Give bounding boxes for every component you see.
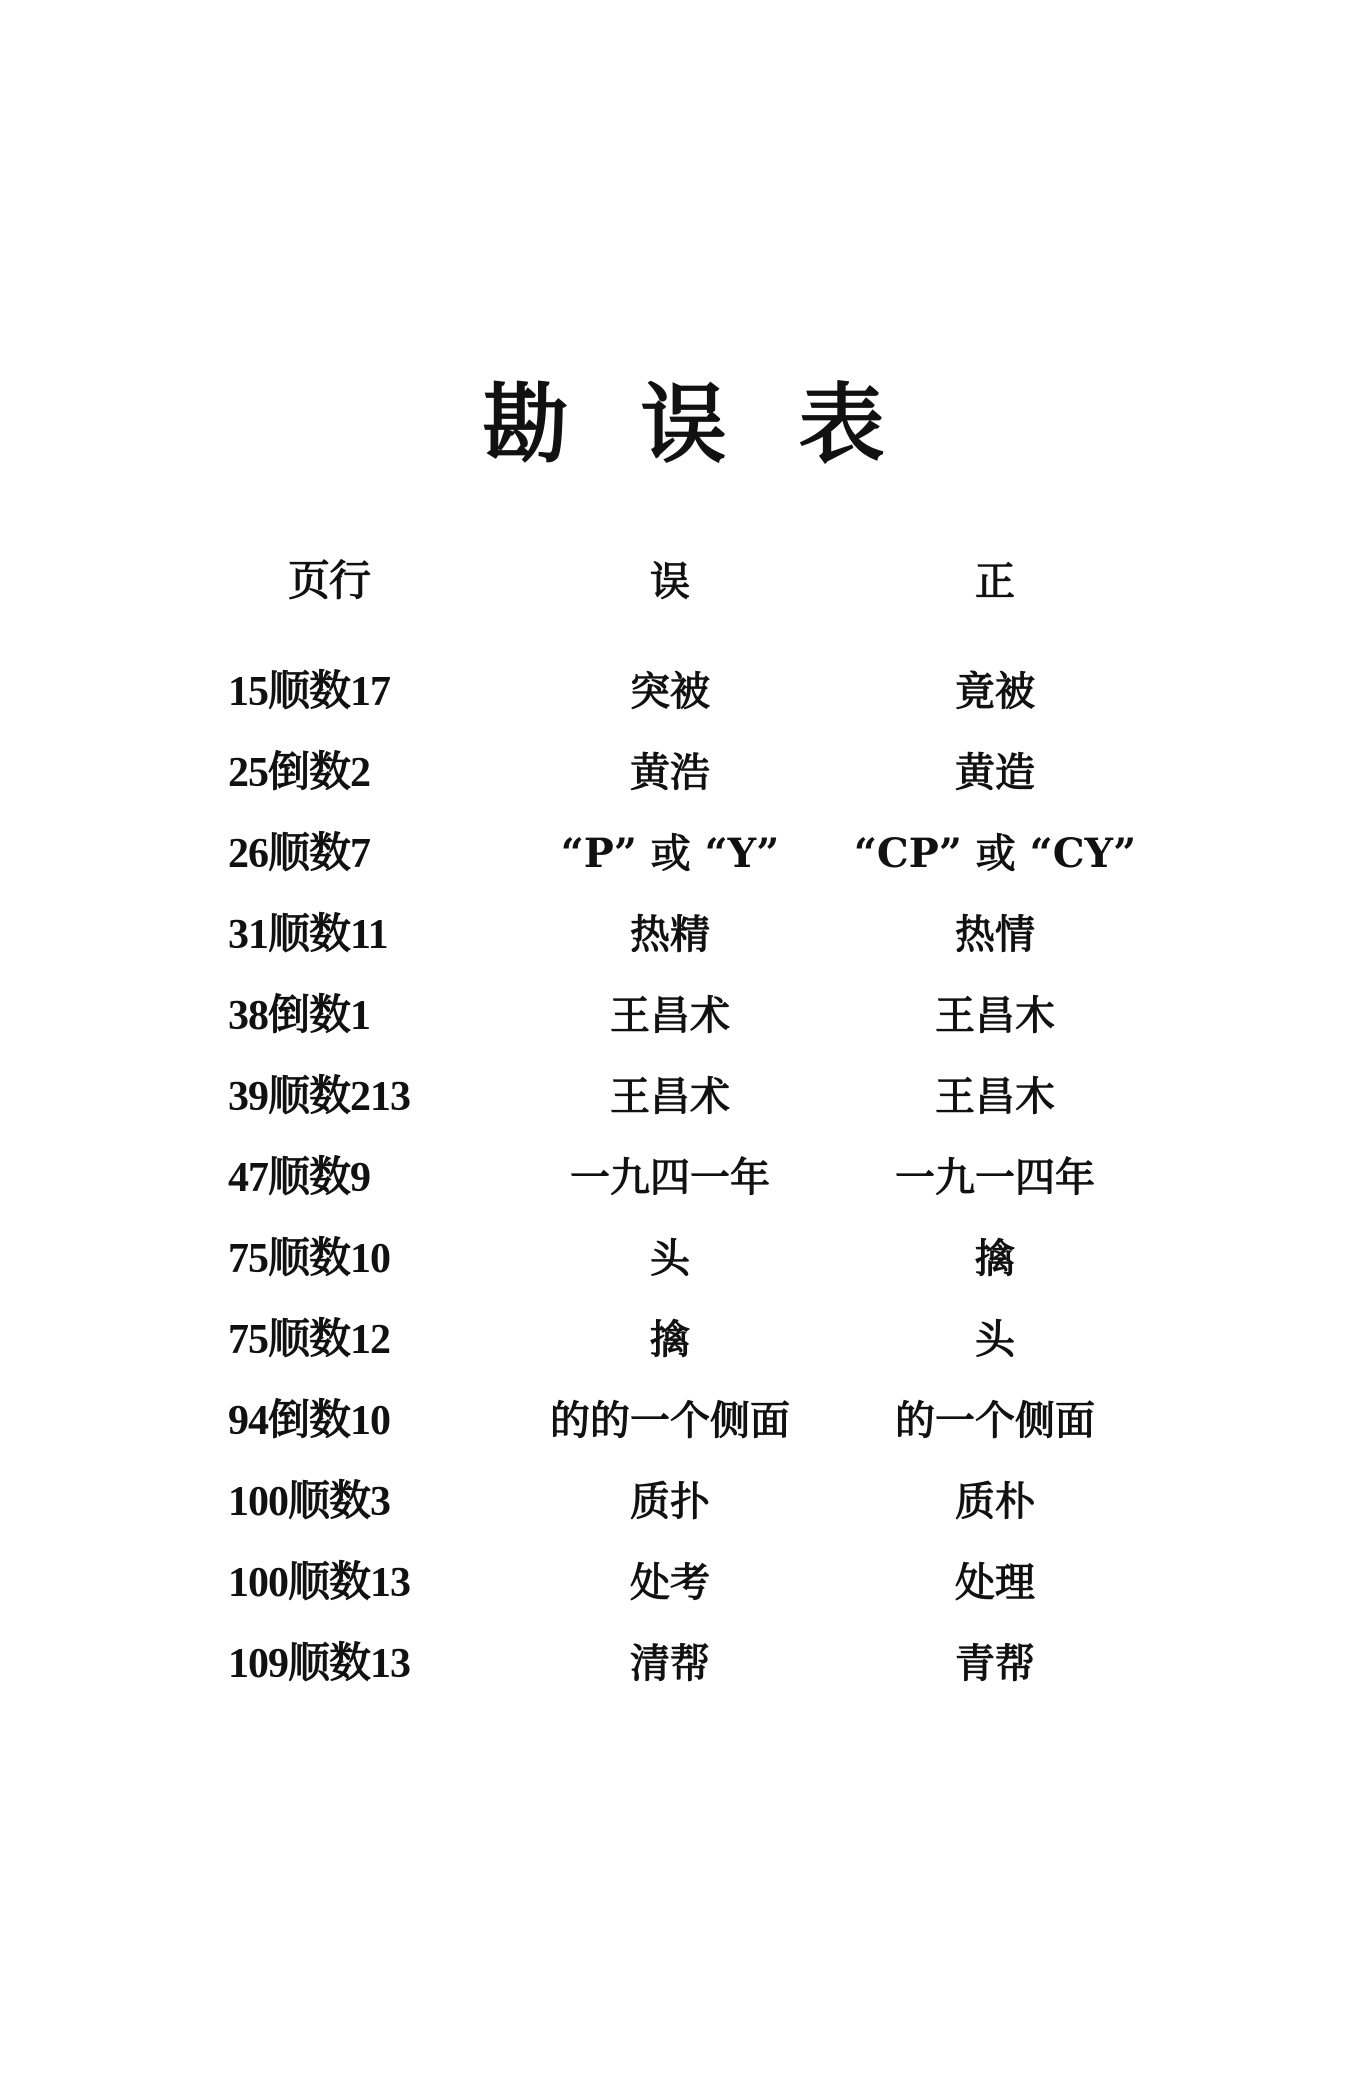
row-correct-text: 的一个侧面 <box>895 1397 1095 1444</box>
title-char: 表 <box>798 374 885 475</box>
row-correct-text: 处理 <box>955 1559 1035 1606</box>
row-correct-text: 黄造 <box>955 749 1035 796</box>
row-wrong-text: 的的一个侧面 <box>550 1397 790 1444</box>
table-row <box>220 1067 1180 1148</box>
table-row <box>220 824 1180 905</box>
title-char: 勘 <box>482 374 569 475</box>
table-row <box>220 662 1180 743</box>
row-correct-text: 王昌木 <box>935 1073 1055 1120</box>
table-row <box>220 1634 1180 1715</box>
page-title <box>0 375 1367 475</box>
row-location: 38倒数1 <box>228 993 371 1039</box>
row-wrong-text: 热精 <box>630 911 710 958</box>
row-wrong-text: 王昌术 <box>610 1073 730 1120</box>
errata-table <box>220 552 1180 1715</box>
row-location: 75顺数12 <box>228 1317 391 1363</box>
row-wrong-text: 一九四一年 <box>570 1154 770 1201</box>
row-location: 39顺数213 <box>228 1074 411 1120</box>
row-wrong-text: 清帮 <box>630 1640 710 1687</box>
row-location: 26顺数7 <box>228 831 371 877</box>
row-wrong-text: 头 <box>650 1235 690 1282</box>
row-correct-text: 热情 <box>955 911 1035 958</box>
row-location: 75顺数10 <box>228 1236 391 1282</box>
row-wrong-text: 质扑 <box>630 1478 710 1525</box>
row-correct-text: 擒 <box>975 1235 1015 1282</box>
header-wrong: 误 <box>650 558 690 605</box>
row-location: 94倒数10 <box>228 1398 391 1444</box>
row-correct-text: 青帮 <box>955 1640 1035 1687</box>
row-location: 100顺数13 <box>228 1560 411 1606</box>
row-location: 15顺数17 <box>228 669 391 715</box>
table-row <box>220 1148 1180 1229</box>
row-wrong-text: 王昌术 <box>610 992 730 1039</box>
row-correct-text: 一九一四年 <box>895 1154 1095 1201</box>
table-header-row <box>220 552 1180 662</box>
row-correct-text: 竟被 <box>955 668 1035 715</box>
row-wrong-text: 黄浩 <box>630 749 710 796</box>
table-row <box>220 1472 1180 1553</box>
table-row <box>220 1310 1180 1391</box>
table-row <box>220 986 1180 1067</box>
header-correct: 正 <box>975 558 1015 605</box>
row-location: 109顺数13 <box>228 1641 411 1687</box>
row-correct-text: 头 <box>975 1316 1015 1363</box>
row-location: 31顺数11 <box>228 912 388 958</box>
row-wrong-text: 突被 <box>630 668 710 715</box>
table-row <box>220 1553 1180 1634</box>
row-location: 100顺数3 <box>228 1479 391 1525</box>
table-row <box>220 743 1180 824</box>
title-char: 误 <box>640 374 727 475</box>
row-correct-text: 质朴 <box>955 1478 1035 1525</box>
row-wrong-text: 处考 <box>630 1559 710 1606</box>
row-location: 47顺数9 <box>228 1155 371 1201</box>
header-location: 页行 <box>288 559 371 605</box>
row-location: 25倒数2 <box>228 750 371 796</box>
row-correct-text: 王昌木 <box>935 992 1055 1039</box>
row-correct-text: “CP” 或 “CY” <box>853 830 1137 877</box>
row-wrong-text: “P” 或 “Y” <box>560 830 780 877</box>
table-row <box>220 1391 1180 1472</box>
table-row <box>220 905 1180 986</box>
row-wrong-text: 擒 <box>650 1316 690 1363</box>
table-row <box>220 1229 1180 1310</box>
